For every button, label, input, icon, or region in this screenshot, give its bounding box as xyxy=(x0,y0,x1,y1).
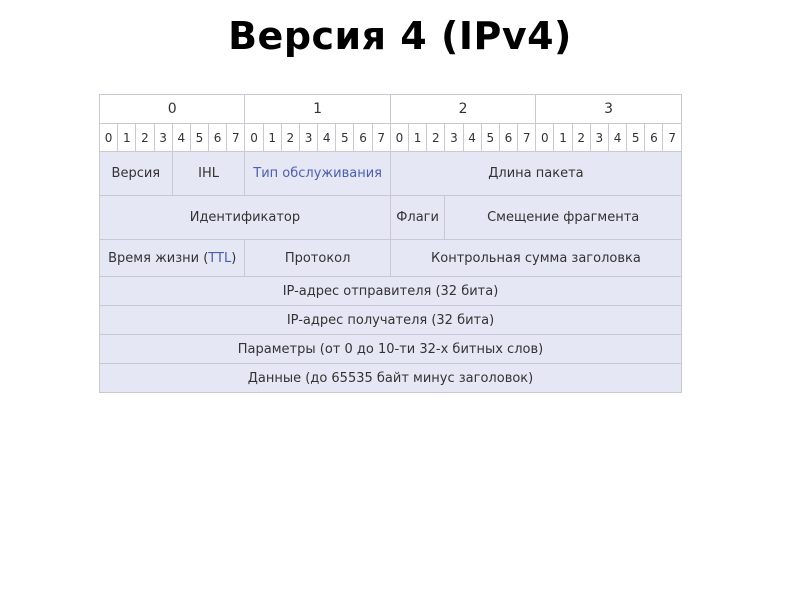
bit-index: 1 xyxy=(554,124,572,152)
field-destination-address: IP-адрес получателя (32 бита) xyxy=(100,306,682,335)
bit-index: 3 xyxy=(445,124,463,152)
field-identification: Идентификатор xyxy=(100,196,391,240)
bit-index: 2 xyxy=(136,124,154,152)
bit-index: 4 xyxy=(463,124,481,152)
bit-index: 7 xyxy=(663,124,682,152)
byte-index: 0 xyxy=(100,95,245,124)
header-row xyxy=(100,306,682,335)
bit-index: 3 xyxy=(299,124,317,152)
byte-index: 2 xyxy=(390,95,535,124)
field-ttl-prefix: Время жизни ( xyxy=(108,250,209,266)
bit-index: 6 xyxy=(209,124,227,152)
bit-index: 4 xyxy=(318,124,336,152)
field-fragment-offset: Смещение фрагмента xyxy=(445,196,682,240)
field-flags xyxy=(390,196,445,240)
field-version: Версия xyxy=(100,152,173,196)
bit-index: 5 xyxy=(190,124,208,152)
bit-index: 0 xyxy=(536,124,554,152)
field-ttl xyxy=(100,240,245,277)
bit-index: 7 xyxy=(372,124,390,152)
bit-index: 6 xyxy=(499,124,517,152)
bit-index: 1 xyxy=(409,124,427,152)
byte-index: 3 xyxy=(536,95,682,124)
header-row xyxy=(100,196,682,240)
field-protocol: Протокол xyxy=(245,240,390,277)
header-row xyxy=(100,152,682,196)
bit-index: 0 xyxy=(245,124,263,152)
bit-index: 0 xyxy=(390,124,408,152)
bit-index: 7 xyxy=(518,124,536,152)
header-row xyxy=(100,364,682,393)
ipv4-header-table xyxy=(99,94,682,393)
bit-index: 1 xyxy=(263,124,281,152)
header-row xyxy=(100,335,682,364)
bit-index: 4 xyxy=(608,124,626,152)
field-type-of-service xyxy=(245,152,390,196)
field-total-length: Длина пакета xyxy=(390,152,681,196)
field-flags-label: Флаги xyxy=(396,210,439,225)
bit-index: 2 xyxy=(572,124,590,152)
field-source-address: IP-адрес отправителя (32 бита) xyxy=(100,277,682,306)
byte-index: 1 xyxy=(245,95,390,124)
bit-index: 0 xyxy=(100,124,118,152)
bit-index-row xyxy=(100,124,682,152)
field-data: Данные (до 65535 байт минус заголовок) xyxy=(100,364,682,393)
header-row xyxy=(100,277,682,306)
header-row xyxy=(100,240,682,277)
page-title: Версия 4 (IPv4) xyxy=(228,14,572,58)
bit-index: 3 xyxy=(154,124,172,152)
bit-index: 7 xyxy=(227,124,245,152)
field-header-checksum: Контрольная сумма заголовка xyxy=(390,240,681,277)
bit-index: 6 xyxy=(354,124,372,152)
bit-index: 2 xyxy=(427,124,445,152)
bit-index: 2 xyxy=(281,124,299,152)
bit-index: 3 xyxy=(590,124,608,152)
bit-index: 5 xyxy=(627,124,645,152)
field-options: Параметры (от 0 до 10-ти 32-х битных слов) xyxy=(100,335,682,364)
byte-index-row xyxy=(100,95,682,124)
bit-index: 5 xyxy=(481,124,499,152)
field-ihl: IHL xyxy=(172,152,245,196)
bit-index: 5 xyxy=(336,124,354,152)
field-ttl-abbr: TTL xyxy=(208,250,232,266)
bit-index: 6 xyxy=(645,124,663,152)
field-type-of-service-label: Тип обслуживания xyxy=(253,166,382,181)
bit-index: 4 xyxy=(172,124,190,152)
bit-index: 1 xyxy=(118,124,136,152)
field-ttl-suffix: ) xyxy=(231,250,237,266)
